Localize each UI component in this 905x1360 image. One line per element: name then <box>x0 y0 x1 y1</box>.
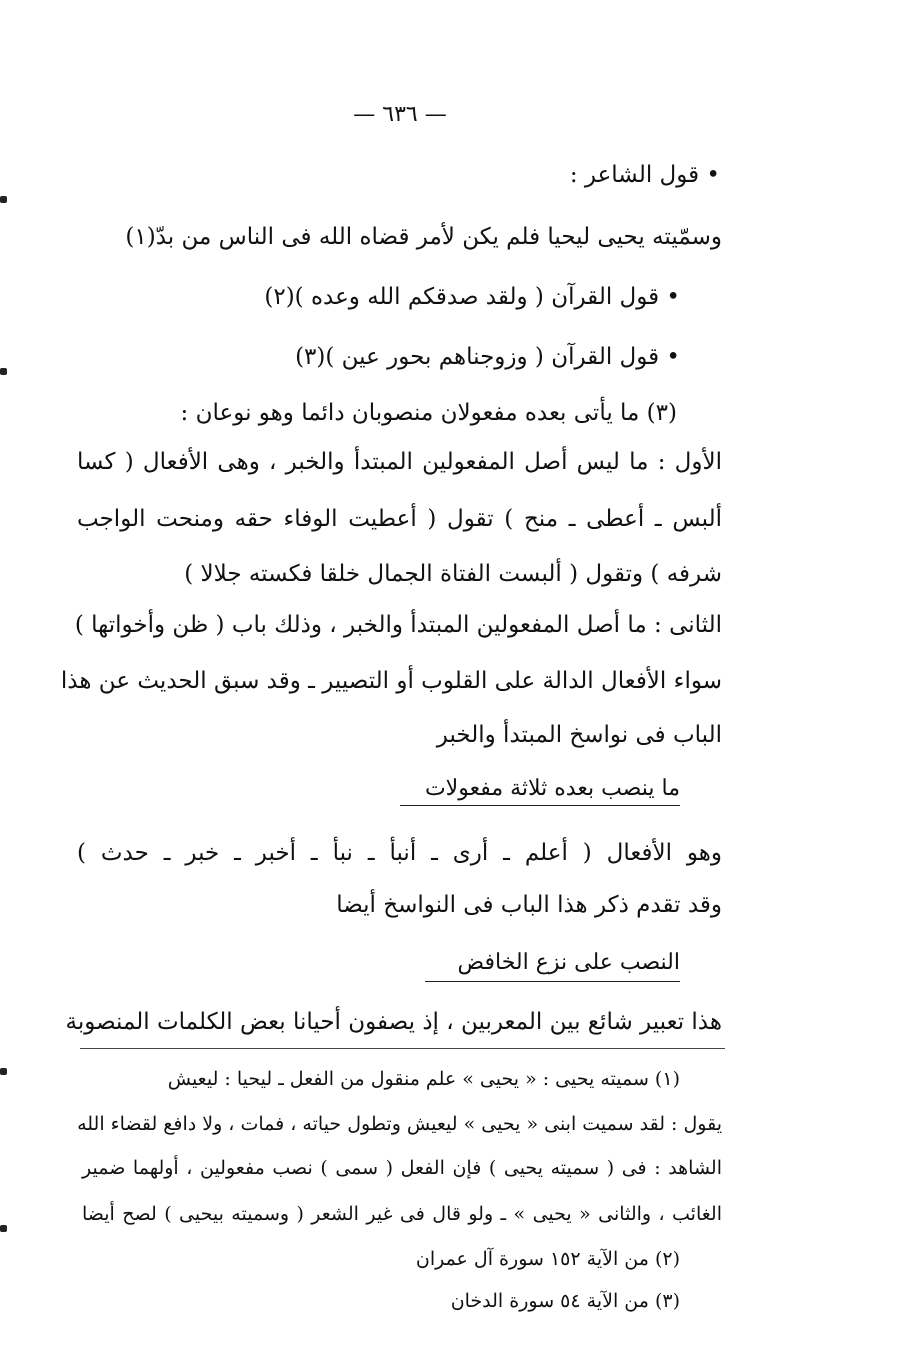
footnote-line: الغائب ، والثانى « يحيى » ـ ولو قال فى غير الشعر ( وسميته بيحيى ) لصح أيضا <box>82 1203 722 1225</box>
scan-edge-mark <box>0 196 7 203</box>
footnote-line: (١) سميته يحيى : « يحيى » علم منقول من الفعل ـ ليحيا : ليعيش <box>167 1068 680 1090</box>
scan-edge-mark <box>0 1225 7 1232</box>
text-line: هذا تعبير شائع بين المعربين ، إذ يصفون أحيانا بعض الكلمات المنصوبة <box>65 1009 722 1035</box>
footnote-separator <box>80 1048 725 1049</box>
heading-underline <box>400 805 680 806</box>
text-line: • قول الشاعر : <box>569 162 720 188</box>
text-line: وقد تقدم ذكر هذا الباب فى النواسخ أيضا <box>336 892 722 918</box>
text-line: (٣) ما يأتى بعده مفعولان منصوبان دائما وهو نوعان : <box>180 400 677 426</box>
text-line: ألبس ـ أعطى ـ منح ) تقول ( أعطيت الوفاء حقه ومنحت الواجب <box>77 506 722 532</box>
page-number: — ٦٣٦ — <box>353 102 447 127</box>
text-line: شرفه ) وتقول ( ألبست الفتاة الجمال خلقا فكسته جلالا ) <box>184 561 722 587</box>
text-line: الأول : ما ليس أصل المفعولين المبتدأ والخبر ، وهى الأفعال ( كسا <box>77 449 722 475</box>
section-heading: النصب على نزع الخافض <box>457 950 680 975</box>
text-line: • قول القرآن ( وزوجناهم بحور عين )(٣) <box>295 344 680 370</box>
footnote-line: (٣) من الآية ٥٤ سورة الدخان <box>450 1290 680 1312</box>
text-line: الثانى : ما أصل المفعولين المبتدأ والخبر ، وذلك باب ( ظن وأخواتها ) <box>74 612 722 638</box>
scan-edge-mark <box>0 1068 7 1075</box>
text-line: سواء الأفعال الدالة على القلوب أو التصيير ـ وقد سبق الحديث عن هذا <box>60 668 722 694</box>
heading-underline <box>425 981 680 982</box>
text-line: وهو الأفعال ( أعلم ـ أرى ـ أنبأ ـ نبأ ـ أخبر ـ خبر ـ حدث ) <box>77 840 722 866</box>
footnote-line: (٢) من الآية ١٥٢ سورة آل عمران <box>415 1248 680 1270</box>
scan-edge-mark <box>0 368 7 375</box>
footnote-line: يقول : لقد سميت ابنى « يحيى » ليعيش وتطول حياته ، فمات ، ولا دافع لقضاء الله <box>77 1113 722 1135</box>
poem-verse: وسمّيته يحيى ليحيا فلم يكن لأمر قضاه الله فى الناس من بدّ(١) <box>125 224 722 250</box>
text-line: الباب فى نواسخ المبتدأ والخبر <box>436 722 722 748</box>
text-line: • قول القرآن ( ولقد صدقكم الله وعده )(٢) <box>264 284 680 310</box>
section-heading: ما ينصب بعده ثلاثة مفعولات <box>424 776 680 801</box>
footnote-line: الشاهد : فى ( سميته يحيى ) فإن الفعل ( سمى ) نصب مفعولين ، أولهما ضمير <box>82 1157 722 1179</box>
